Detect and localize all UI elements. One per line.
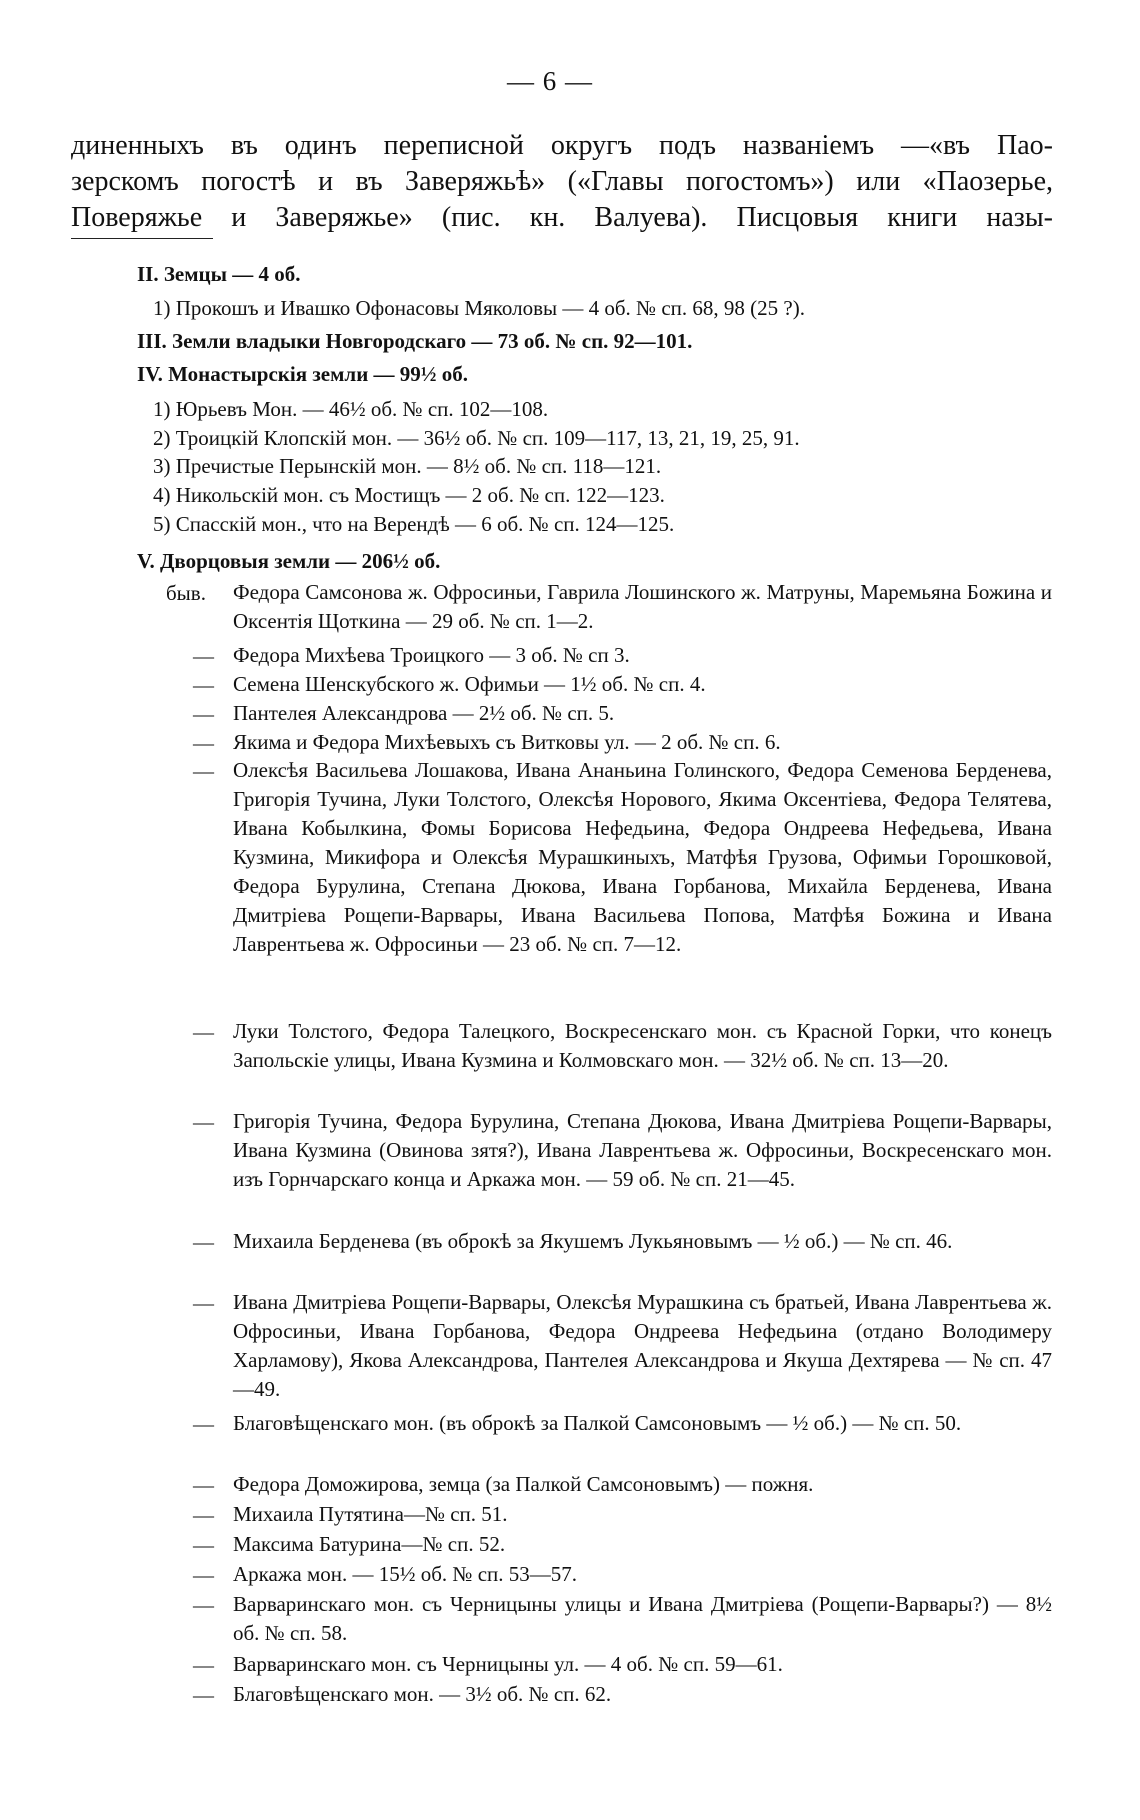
entry-mark: — xyxy=(193,1020,214,1044)
entry-mark: — xyxy=(193,759,214,783)
entry-text: Григорія Тучина, Федора Бурулина, Степана Дюкова, Ивана Дмитріева Рощепи-Варвары, Ивана Кузмина (Овинова зятя?), Ивана Лаврентьева ж. Офросиньи, Воскресенскаго мон. изъ Горнчарскаго конца и Аркажа мон. — 59 об. № сп. 21—45. xyxy=(233,1109,1052,1191)
footnote-line: 4) Никольскій мон. съ Мостищъ — 2 об. № сп. 122—123. xyxy=(153,483,665,507)
footnote-line: 1) Юрьевъ Мон. — 46½ об. № сп. 102—108. xyxy=(153,397,549,421)
entry-mark: — xyxy=(193,644,214,668)
entry-text: Аркажа мон. — 15½ об. № сп. 53—57. xyxy=(233,1562,578,1586)
body-line-1: диненныхъ въ одинъ переписной округъ подъ названіемъ —«въ Пао- xyxy=(71,130,1053,161)
entry-text: Федора Михѣева Троицкого — 3 об. № сп 3. xyxy=(233,643,630,667)
entry-mark: — xyxy=(193,1593,214,1617)
entry-mark: — xyxy=(193,1473,214,1497)
footnote-heading-2: II. Земцы — 4 об. xyxy=(137,262,301,286)
entry-mark: — xyxy=(193,731,214,755)
body-line-3: Поверяжье и Заверяжье» (пис. кн. Валуева). Писцовыя книги назы- xyxy=(71,202,1053,233)
entry-text: Михаила Путятина—№ сп. 51. xyxy=(233,1502,508,1526)
entry-mark: — xyxy=(193,673,214,697)
entry-text: Луки Толстого, Федора Талецкого, Воскресенскаго мон. съ Красной Горки, что конецъ Запольскіе улицы, Ивана Кузмина и Колмовскаго мон. — 32½ об. № сп. 13—20. xyxy=(233,1019,1052,1072)
footnote-heading-5: V. Дворцовыя земли — 206½ об. xyxy=(137,549,441,573)
entry-text: Федора Самсонова ж. Офросиньи, Гаврила Лошинского ж. Матруны, Маремьяна Божина и Оксентія Щоткина — 29 об. № сп. 1—2. xyxy=(233,580,1052,633)
entry-mark: — xyxy=(193,1230,214,1254)
footnote-line: 2) Троицкій Клопскій мон. — 36½ об. № сп. 109—117, 13, 21, 19, 25, 91. xyxy=(153,426,800,450)
entry-mark: — xyxy=(193,1503,214,1527)
footnote-heading-4: IV. Монастырскія земли — 99½ об. xyxy=(137,362,469,386)
footnote-heading-3: III. Земли владыки Новгородскаго — 73 об. № сп. 92—101. xyxy=(137,329,693,353)
entry-text: Благовѣщенскаго мон. (въ оброкѣ за Палкой Самсоновымъ — ½ об.) — № сп. 50. xyxy=(233,1411,962,1435)
entry-text: Семена Шенскубского ж. Офимьи — 1½ об. № сп. 4. xyxy=(233,672,706,696)
entry-mark: быв. xyxy=(166,581,206,605)
entry-text: Варваринскаго мон. съ Черницыны улицы и Ивана Дмитріева (Рощепи-Варвары?) — 8½ об. № сп. 58. xyxy=(233,1592,1052,1645)
entry-text: Михаила Берденева (въ оброкѣ за Якушемъ Лукьяновымъ — ½ об.) — № сп. 46. xyxy=(233,1229,953,1253)
entry-text: Якима и Федора Михѣевыхъ съ Витковы ул. — 2 об. № сп. 6. xyxy=(233,730,781,754)
entry-text: Ивана Дмитріева Рощепи-Варвары, Олексѣя Мурашкина съ братьей, Ивана Лаврентьева ж. Офросиньи, Ивана Горбанова, Федора Ондреева Нефедьина (отдано Володимеру Харламову), Якова Александрова, Пантелея Александрова и Якуша Дехтярева — № сп. 47—49. xyxy=(233,1290,1052,1401)
entry-text: Максима Батурина—№ сп. 52. xyxy=(233,1532,506,1556)
entry-text: Пантелея Александрова — 2½ об. № сп. 5. xyxy=(233,701,615,725)
entry-mark: — xyxy=(193,1110,214,1134)
entry-mark: — xyxy=(193,1412,214,1436)
entry-mark: — xyxy=(193,1291,214,1315)
entry-text: Федора Доможирова, земца (за Палкой Самсоновымъ) — пожня. xyxy=(233,1472,814,1496)
footnote-line: 1) Прокошъ и Ивашко Офонасовы Мяколовы — 4 об. № сп. 68, 98 (25 ?). xyxy=(153,296,805,320)
entry-mark: — xyxy=(193,1533,214,1557)
entry-mark: — xyxy=(193,1683,214,1707)
entry-mark: — xyxy=(193,1563,214,1587)
entry-text: Олексѣя Васильева Лошакова, Ивана Ананьина Голинского, Федора Семенова Берденева, Григорія Тучина, Луки Толстого, Олексѣя Норового, Якима Оксентіева, Федора Телятева, Ивана Кобылкина, Фомы Борисова Нефедьина, Федора Ондреева Нефедьева, Ивана Кузмина, Микифора и Олексѣя Мурашкиныхъ, Матфѣя Грузова, Офимьи Горошковой, Федора Бурулина, Степана Дюкова, Ивана Горбанова, Михайла Берденева, Ивана Дмитріева Рощепи-Варвары, Ивана Васильева Попова, Матфѣя Божина и Ивана Лаврентьева ж. Офросиньи — 23 об. № сп. 7—12. xyxy=(233,758,1052,956)
page-number: — 6 — xyxy=(507,66,593,96)
footnote-separator xyxy=(71,238,213,239)
entry-text: Варваринскаго мон. съ Черницыны ул. — 4 об. № сп. 59—61. xyxy=(233,1652,783,1676)
body-line-2: зерскомъ погостѣ и въ Заверяжьѣ» («Главы погостомъ») или «Паозерье, xyxy=(71,166,1053,197)
footnote-line: 3) Пречистые Перынскій мон. — 8½ об. № сп. 118—121. xyxy=(153,454,662,478)
entry-mark: — xyxy=(193,1653,214,1677)
entry-text: Благовѣщенскаго мон. — 3½ об. № сп. 62. xyxy=(233,1682,612,1706)
footnote-line: 5) Спасскій мон., что на Верендѣ — 6 об. № сп. 124—125. xyxy=(153,512,675,536)
entry-mark: — xyxy=(193,702,214,726)
